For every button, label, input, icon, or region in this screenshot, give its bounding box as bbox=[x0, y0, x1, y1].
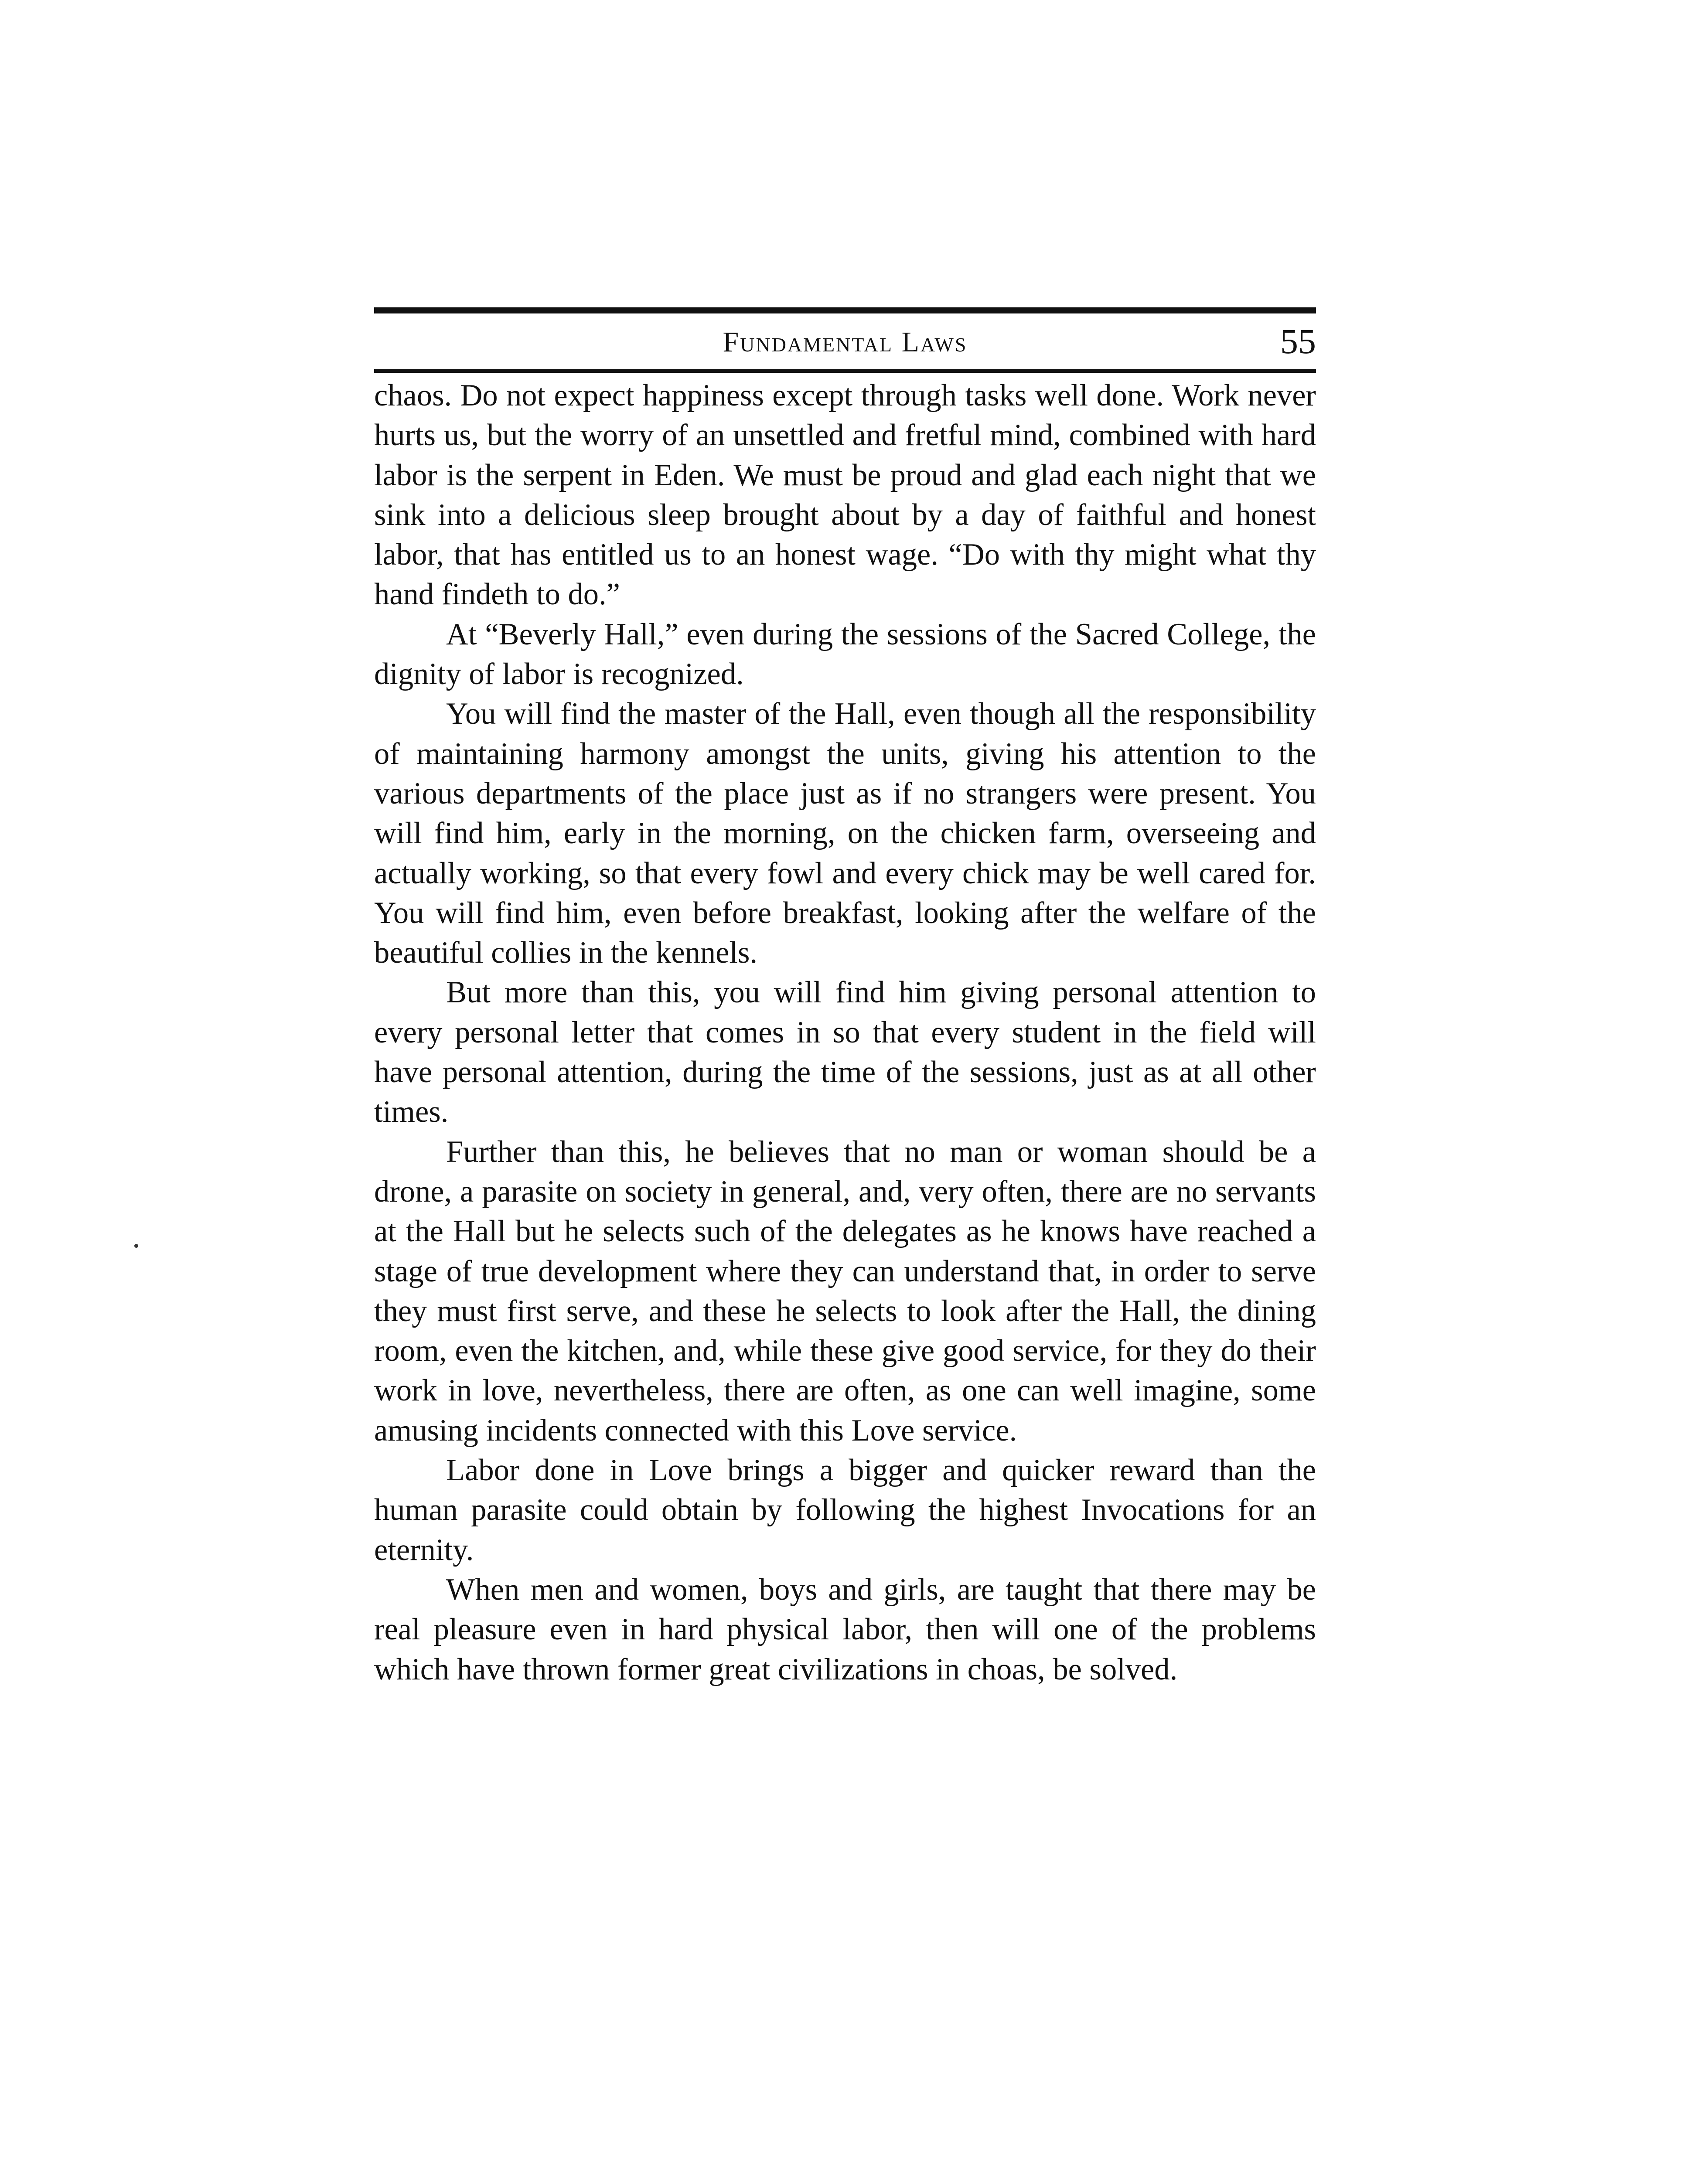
paragraph: Further than this, he believes that no man or woman should be a drone, a parasite on society in general, and, very often, there are no servants at the Hall but he selects such of the delegates as he knows have reached a stage of true development where they can understand that, in order to serve they must first serve, and these he selects to look after the Hall, the dining room, even the kitchen, and, while these give good service, for they do their work in love, nevertheless, there are often, as one can well imagine, some amusing incidents connected with this Love service. bbox=[374, 1134, 1316, 1448]
page-header bbox=[374, 307, 1316, 377]
paragraph: But more than this, you will find him giving personal attention to every personal letter that comes in so that every student in the field will have personal attention, during the time of the sessions, just as at all other times. bbox=[374, 975, 1316, 1129]
paragraph: chaos. Do not expect happiness except through tasks well done. Work never hurts us, but the worry of an unsettled and fretful mind, combined with hard labor is the serpent in Eden. We must be proud and glad each night that we sink into a delicious sleep brought about by a day of faithful and honest labor, that has entitled us to an honest wage. “Do with thy might what thy hand findeth to do.” bbox=[374, 378, 1316, 612]
header-rule-bottom bbox=[374, 369, 1316, 373]
paragraph: Labor done in Love brings a bigger and quicker reward than the human parasite could obtain by following the highest Invocations for an eternity. bbox=[374, 1453, 1316, 1567]
page-number: 55 bbox=[1280, 321, 1316, 361]
paragraph: At “Beverly Hall,” even during the sessions of the Sacred College, the dignity of labor is recognized. bbox=[374, 617, 1316, 691]
header-rule-top bbox=[374, 307, 1316, 313]
running-head: Fundamental Laws bbox=[723, 326, 968, 358]
paragraph: You will find the master of the Hall, even though all the responsibility of maintaining harmony amongst the units, giving his attention to the various departments of the place just as if no strangers were present. You will find him, early in the morning, on the chicken farm, overseeing and actually working, so that every fowl and every chick may be well cared for. You will find him, even before breakfast, looking after the welfare of the beautiful collies in the kennels. bbox=[374, 697, 1316, 970]
stray-ink-dot bbox=[134, 1244, 138, 1248]
body-text bbox=[374, 376, 1316, 1690]
paragraph: When men and women, boys and girls, are taught that there may be real pleasure even in hard physical labor, then will one of the problems which have thrown former great civilizations in choas, be solved. bbox=[374, 1572, 1316, 1686]
